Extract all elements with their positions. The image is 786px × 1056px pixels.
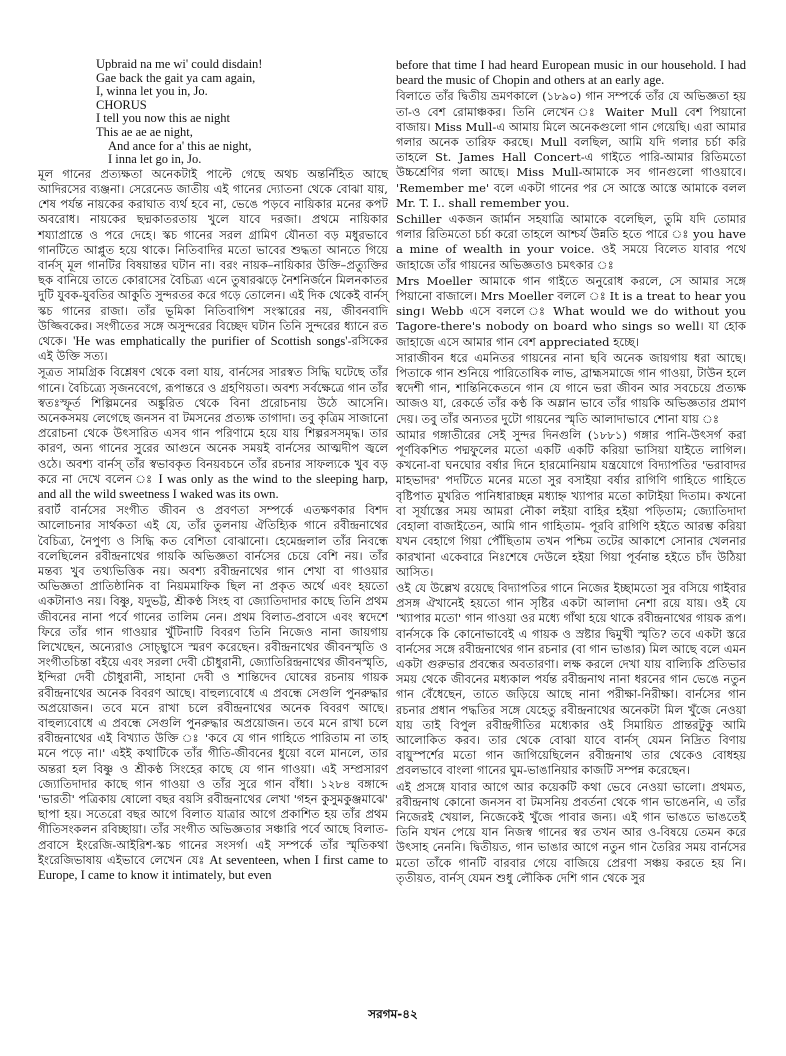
english-quote: I was only as the wind to the sleeping harp, and all the wild sweetness I waked was its own. bbox=[38, 471, 388, 502]
verse-line: This ae ae ae night, bbox=[96, 124, 193, 139]
verse-line: Gae back the gait ya cam again, bbox=[96, 70, 256, 85]
english-quote: 'He was emphatically the purifier of Scottish songs' bbox=[73, 333, 348, 348]
paragraph: Mrs Moeller আমাকে গান গাইতে অনুরোধ করলে, সে আমার সঙ্গে পিয়ানো বাজালে। Mrs Moeller বললে ঃ It is a treat to hear you sing। Webb এসে বললে ঃ What would we do without you Tagore-there's nobody on board who sings so well। যা হোক জাহাজে এসে আমার গান বেশ appreciated হচ্ছে। bbox=[396, 273, 746, 349]
paragraph: Schiller একজন জার্মান সহযাত্রি আমাকে বলেছিল, তুমি যদি তোমার গলার রিতিমতো চর্চা করো তাহলে আশ্চর্য উন্নতি হতে পারে ঃ you have a mine of wealth in your voice. ওই সময়ে বিলেত যাবার পথে জাহাজে তাঁর গায়নের অভিজ্ঞতাও চমৎকার ঃ bbox=[396, 212, 746, 272]
left-column bbox=[38, 58, 388, 884]
verse-line: And ance for a' this ae night, bbox=[108, 138, 252, 153]
paragraph: বিলাতে তাঁর দ্বিতীয় ভ্রমণকালে (১৮৯০) গান সম্পর্কে তাঁর যে অভিজ্ঞতা হয় তা-ও বেশ রোমাঞ্চকর। তিনি লেখেন ঃ Waiter Mull বেশ পিয়ানো বাজায়। Miss Mull-এ আমায় মিলে অনেকগুলো গান গেয়েছি। এরা আমার গলার অনেক তারিফ করছে। Mull বলছিল, আমি যদি গলার চর্চা করি তাহলে St. James Hall Concert-এ গাইতে পারি-আমার রিতিমতো উচ্চশ্রেণির গলা আছে। Miss Mull-আমাকে সব গানগুলো গাওয়াবে। 'Remember me' বলে একটা গানের পর সে আস্তে আস্তে আমাকে বলল Mr. T. I.. shall remember you. bbox=[396, 89, 746, 210]
paragraph: সারাজীবন ধরে এমনিতর গায়নের নানা ছবি অনেক জায়গায় ধরা আছে। পিতাকে গান শুনিয়ে পারিতোষিক লাভ, ব্রাহ্মসমাজে গান গাওয়া, টাউন হলে স্বদেশী গান, শান্তিনিকেতনে গান যে গানে ভরা জীবন আর সবচেয়ে প্রত্যক্ষ আজও যা, রেকর্ডে তাঁর কণ্ঠ কি অম্লান ভাবে তাঁর গায়কি অভিজ্ঞতার প্রমাণ দেয়। তবু তাঁর অন্যতর দুটো গায়নের স্মৃতি আলাদাভাবে শোনা যায় ঃ bbox=[396, 350, 746, 426]
english-quote: At seventeen, when I first came to Europe, I came to know it intimately, but even bbox=[38, 852, 389, 883]
paragraph: রবার্ট বার্নসের সংগীত জীবন ও প্রবণতা সম্পর্কে এতক্ষণকার বিশদ আলোচনার সার্থকতা এই যে, তাঁর তুলনায় ঐতিহ্যিক গানে রবীন্দ্রনাথের বৈচিত্র্য, নৈপুণ্য ও সিদ্ধি কত বেশিতা বোঝানো। হেমেন্দ্রলাল তাঁর নিবন্ধে বলেছিলেন রবীন্দ্রনাথের গায়কি অভিজ্ঞতা বার্নসের চেয়ে বেশি নয়। তাঁর মন্তব্য খুব তথ্যভিত্তিক নয়। অবশ্য রবীন্দ্রনাথের গান শেখা বা গাওয়ার অভিজ্ঞতা প্রাতিষ্ঠানিক বা নিয়মমাফিক ছিল না প্রকৃত অর্থে এবং হয়তো একটানাও নয়। বিষ্ণু, যদুভট্ট, শ্রীকণ্ঠ সিংহ বা জ্যোতিদাদার কাছে তিনি প্রথম জীবনের নানা পর্বে গানের তালিম নেন। প্রথম বিলাত-প্রবাসে এবং স্বদেশে ফিরে তাঁর গান গাওয়ার খুঁটিনাটি বিবরণ তিনি নিজেও নানা জায়গায় লিখেছেন, অন্যেরাও সোচ্ছ্বাসে স্মরণ করেছেন। রবীন্দ্রনাথের জীবনস্মৃতি ও সংগীতচিন্তা বইয়ে এবং সরলা দেবী চৌধুরানী, জ্যোতিরিন্দ্রনাথের জীবনস্মৃতি, ইন্দিরা দেবী চৌধুরানী, সাহানা দেবী ও শান্তিদেব ঘোষের রচনায় গায়ক রবীন্দ্রনাথের অনেক বিবরণ আছে। বাহুল্যবোধে এ প্রবন্ধে সেগুলি পুনরুদ্ধার অপ্রয়োজন। তবে মনে রাখা চলে রবীন্দ্রনাথের অনেক বিবরণ আছে। বাহুল্যবোধে এ প্রবন্ধে সেগুলি পুনরুদ্ধার অপ্রয়োজন। তবে মনে রাখা চলে রবীন্দ্রনাথের এই বিখ্যাত উক্তি ঃ 'কবে যে গান গাহিতে পারিতাম না তাহ মনে পড়ে না।' এইই কথাটিকে তাঁর গীতি-জীবনের ধুয়ো বলে মানলে, তার অন্তরা হল বিষ্ণু ও শ্রীকণ্ঠ সিংহের কাছে যে গান গাওয়া। এই সম্প্রসারণ জ্যোতিদাদার কাছে গান গাওয়া ও তাঁর সুরে গান বাঁধা। ১২৮৪ বঙ্গাব্দে 'ভারতী' পত্রিকায় ষোলো বছর বয়সি রবীন্দ্রনাথের লেখা 'গহন কুসুমকুঞ্জমাঝে' ছাপা হয়। সতেরো বছর আগে বিলাত যাত্রার আগে প্রকাশিত হয় তাঁর প্রথম গীতিসংকলন রবিচ্ছায়া। তাঁর সংগীত অভিজ্ঞতার সঞ্চারি পর্বে আছে বিলাত-প্রবাসে ইংরেজি-আইরিশ-স্কচ গানের সংসর্গ। এই সম্পর্কে তাঁর স্মৃতিকথা ইংরেজিভাষায় এইভাবে লেখেন যেঃ At seventeen, when I first came to Europe, I came to know it intimately, but even bbox=[38, 503, 389, 883]
song-verse bbox=[96, 58, 388, 167]
english-quote: before that time I had heard European music in our household. I had beard the music of Chopin and others at an early age. bbox=[396, 58, 746, 88]
paragraph: এই প্রসঙ্গে যাবার আগে আর কয়েকটি কথা ভেবে নেওয়া ভালো। প্রথমত, রবীন্দ্রনাথ কোনো জনসন বা টমসনিয় প্রবর্তনা থেকে গান ভাঙেননি, এ তাঁর নিজেরই খেয়াল, নিজেকেই খুঁজে পাবার জন্য। এই গান ভাঙতে ভাঙতেই তিনি যখন পেয়ে যান নিজস্ব গানের স্বর তখন আর ও-বিষয়ে তেমন করে উৎসাহ নেননি। দ্বিতীয়ত, গান ভাঙার আগে নতুন গান তৈরির সময় বার্নসের মতো তাঁকে গানটি বারবার গেয়ে বাজিয়ে প্রেরণা সঞ্চয় করতে হয় নি। তৃতীয়ত, বার্নস্ যেমন শুধু লৌকিক দেশি গান থেকে সুর bbox=[396, 779, 746, 885]
paragraph: আমার গঙ্গাতীরের সেই সুন্দর দিনগুলি (১৮৮১) গঙ্গার পানি-উৎসর্গ করা পূর্ণবিকশিত পদ্মফুলের মতো একটি একটি করিয়া ভাসিয়া যাইতে লাগিল। কখনো-বা ঘনঘোর বর্ষার দিনে হারমোনিয়াম যন্ত্রযোগে বিদ্যাপতির 'ভরাবাদর মাহভাদর' পদটিতে মনের মতো সুর বসাইয়া বর্ষার রাগিণি গাহিতে গাহিতে বৃষ্টিপাত মুখরিত পানিধারাচ্ছন্ন মধ্যাহ্ন খ্যাপার মতো কাটাইয়া দিতাম। কখনো বা সূর্যাস্তের সময় আমরা নৌকা লইয়া বাহির হইয়া পড়িতাম; জ্যোতিদাদা বেহালা বাজাইতেন, আমি গান গাহিতাম- পূরবি রাগিণি হইতে আরম্ভ করিয়া যখন বেহাগে গিয়া পৌঁছিতাম তখন পশ্চিম তটের আকাশে সোনার খেলনার কারখানা একেবারে নিঃশেষে দেউলে হইয়া গিয়া পূর্বনান্ত হইতে চাঁদ উঠিয়া আসিত। bbox=[396, 427, 746, 579]
paragraph: ওই যে উল্লেখ রয়েছে বিদ্যাপতির গানে নিজের ইচ্ছামতো সুর বসিয়ে গাইবার প্রসঙ্গ ঐখানেই হয়তো গান সৃষ্টির একটা আলাদা নেশা রয়ে যায়। ওই যে 'খ্যাপার মতো' গান গাওয়া ওর মধ্যে গাঁথা হয়ে থাকে রবীন্দ্রনাথের গায়ক রূপ। বার্নসকে কি কোনোভাবেই এ গায়ক ও স্রষ্টার দ্বিমুখী স্মৃতি? তবে একটা স্তরে বার্নসের সঙ্গে রবীন্দ্রনাথের গান রচনার (বা গান ভাঙার) মিল আছে বলে এমন একটা গুরুভার প্রবন্ধের অবতারণা। লক্ষ করলে দেখা যায় বাল্যিকি প্রতিভার সময় থেকে জীবনের মধ্যকাল পর্যন্ত রবীন্দ্রনাথ নানা ধরনের গান ভেঙে নতুন গান বেঁধেছেন, তাতে জড়িয়ে আছে নানা পরীক্ষা-নিরীক্ষা। বার্নসের গান রচনার প্রধান পদ্ধতির সঙ্গে যেহেতু রবীন্দ্রনাথের অনেকটা মিল খুঁজে নেওয়া যায় তাই বিপুল রবীন্দ্রগীতির মধ্যেকার ওই সিমায়িত প্রান্তরটুকু আমি আলোকিত করব। তার থেকে বোঝা যাবে বার্নস্ যেমন নিদ্রিত বিণায় বায়ুস্পর্শের মতো গান জাগিয়েছিলেন রবীন্দ্রনাথ তার থেকেও বোধহয় প্রবলভাবে বাংলা গানের ঘুম-ভাঙানিয়ার কাজটি সম্পন্ন করেছেন। bbox=[396, 580, 747, 778]
verse-line: I inna let go in, Jo. bbox=[108, 152, 202, 167]
verse-line: I, winna let you in, Jo. bbox=[96, 84, 208, 99]
page-number: সরগম-৪২ bbox=[368, 1007, 418, 1021]
paragraph: মূল গানের প্রত্যক্ষতা অনেকটাই পাল্টে গেছে অথচ অন্তর্নিহিত আছে আদিরসের ব্যঞ্জনা। সেরেনেড জাতীয় এই গানের দ্যোতনা থেকে বোঝা যায়, শেষ পর্যন্ত নায়কের করাঘাত ব্যর্থ হবে না, ভেঙে পড়বে নায়িকার মনের কপট অবরোধ। নায়কের ছদ্মকাতরতায় খুলে যাবে দরজা। প্রথমে নায়িকার শয্যাপ্রান্তে ও পরে দেহে। স্কচ গানের সরল গ্রামিণ যৌনতা বড় মধুরভাবে গানটিতে আপ্লুত হয়ে থাকে। নিতিবাদির মতো ভাবের শুদ্ধতা আনতে গিয়ে বার্নস্ মূল গানটির বিষয়ান্তর ঘটান না। বরং নায়ক–নায়িকার উক্তি–প্রত্যুক্তির ছক বানিয়ে তাতে কোরাসের বৈচিত্র্য এনে তুষারঝড়ে নৈশনির্জনে মিলনকাতর দুটি যুবক-যুবতির আকুতি সুন্দরতর করে গড়ে তোলেন। এই দিক থেকেই বার্নস্ স্কচ গানের রাজা। তাঁর ভূমিকা নিতিবাগিশ সংস্কারের নয়, জীবনবাদি উজ্জিবকের। সংগীতের সঙ্গে অসুন্দরের বিচ্ছেদ ঘটান তিনি সুন্দরের ধ্যানে রত থেকে। 'He was emphatically the purifier of Scottish songs'-রসিকের এই উক্তি সত্য। bbox=[38, 166, 389, 364]
verse-line: I tell you now this ae night bbox=[96, 111, 231, 126]
verse-line: Upbraid na me wi' could disdain! bbox=[96, 57, 263, 71]
paragraph: সূত্রত সামগ্রিক বিশ্লেষণ থেকে বলা যায়, বার্নসের সারস্বত সিদ্ধি ঘটেছে তাঁর গানে। বৈচিত্র্যে সৃজনবেগে, রূপান্তরে ও গ্রহণিয়তা। অবশ্য সর্বক্ষেত্রে গান তাঁর স্বতঃস্ফূর্ত শিল্পিমনের অঙ্কুরিত থেকে বিনা প্ররোচনায় উঠে আসেনি। অনেকসময় লেগেছে জনসন বা টমসনের প্রত্যক্ষ তাগাদা। তবু কৃত্রিম সাজানো প্ররোচনা থেকে উৎসারিত এসব গান পরিণামে হয়ে যায় শিল্পরসসমৃদ্ধ। তার কারণ, অন্য গানের সুরের আগুনে অনেক সময়ই বার্নসের আত্মদীপ জ্বলে ওঠে। অবশ্য বার্নস্ তাঁর স্বভাবকৃত বিনয়বচনে তাঁর রচনার সাফল্যকে খুব বড় করে না দেখে বলেন ঃ I was only as the wind to the sleeping harp, and all the wild sweetness I waked was its own. bbox=[38, 365, 388, 502]
chorus-heading: CHORUS bbox=[96, 97, 147, 112]
right-column bbox=[396, 58, 746, 887]
